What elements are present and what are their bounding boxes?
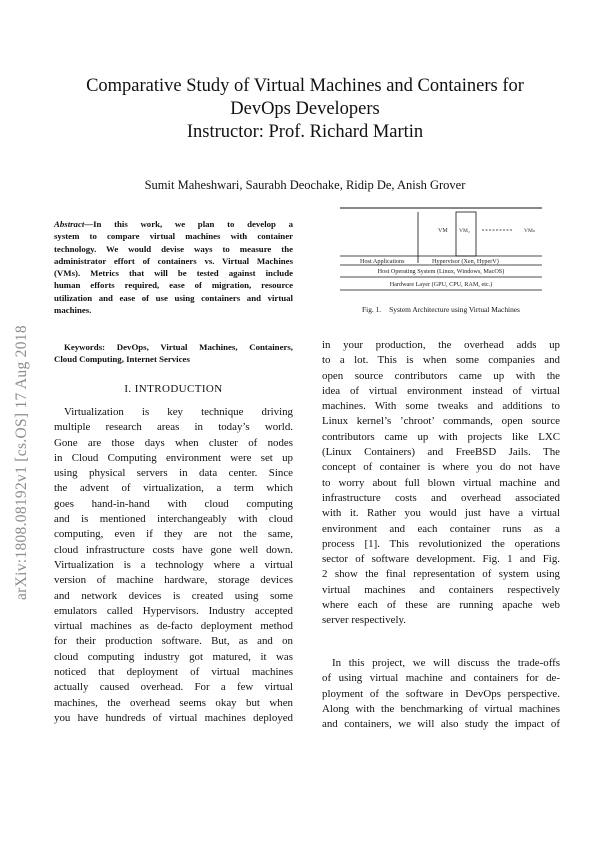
- text-line: 2 show the final representation of system using: [322, 568, 560, 581]
- text-line: in Cloud Computing environment were set up: [54, 451, 293, 464]
- section-heading-introduction: I. INTRODUCTION: [124, 383, 223, 395]
- text-line: using physical servers in data center. Since: [54, 467, 293, 480]
- text-line: for their production software. But, as and on: [54, 635, 293, 648]
- figure-caption-label: Fig. 1.: [362, 305, 382, 314]
- text-line: (Linux Containers) and FreeBSD Jails. The: [322, 446, 560, 459]
- keywords: [54, 341, 293, 366]
- text-line: Along with the benchmarking of virtual machines: [322, 702, 560, 715]
- text-line: and containers, we will also study the impact of: [322, 718, 560, 731]
- figure-caption-text: System Architecture using Virtual Machines: [389, 305, 520, 314]
- figure-vm-architecture: [322, 206, 560, 296]
- text-line: version of machine hardware, storage devices: [54, 574, 293, 587]
- vmn-label: VMₙ: [524, 228, 536, 234]
- text-line: cloud infrastructure costs have gone well down.: [54, 543, 293, 556]
- author-list: Sumit Maheshwari, Saurabh Deochake, Ridip De, Anish Grover: [144, 178, 466, 192]
- text-line: open source contributors came up with the: [322, 369, 560, 382]
- text-line: machines. With some tweaks and additions to: [322, 400, 560, 413]
- figure-caption: [322, 305, 560, 314]
- text-line: you have hundreds of virtual machines deployed: [54, 711, 293, 724]
- text-line: Gone are those days when cluster of nodes: [54, 436, 293, 449]
- vm2-box: [456, 212, 476, 256]
- text-line: Virtualization is key technique driving: [64, 406, 293, 418]
- abstract-line: utilization and ease of use using containers and virtual: [54, 292, 293, 303]
- text-line: sector of software development. Fig. 1 and Fig.: [322, 553, 560, 566]
- host-os-label: Host Operating System (Linux, Windows, MacOS): [377, 268, 505, 275]
- text-line: goes hand-in-hand with cloud computing: [54, 497, 293, 510]
- abstract-line: (VMs). Metrics that will be tested against include: [54, 268, 293, 279]
- title-line-1: Comparative Study of Virtual Machines and Containers for: [86, 76, 524, 96]
- text-line: cloud computing industry got matured, it was: [54, 650, 293, 663]
- vm1-label: VM: [438, 228, 448, 234]
- abstract: [54, 218, 293, 316]
- text-line: machines, the overhead seems okay but when: [54, 696, 293, 709]
- text-line: in your production, the overhead adds up: [322, 339, 560, 351]
- text-line: virtual machines as de-facto deployment method: [54, 620, 293, 633]
- introduction-paragraph-continued: [322, 338, 560, 629]
- keywords-line: Cloud Computing, Internet Services: [54, 354, 190, 365]
- text-line: the advent of virtualization, a term which: [54, 482, 293, 495]
- text-line: ployment of the software in DevOps perspective.: [322, 687, 560, 700]
- text-line: infrastructure costs and overhead associated: [322, 491, 560, 504]
- text-line: computing, even if they are not the same,: [54, 528, 293, 541]
- text-line: Linux kernel’s ’chroot’ commands, open source: [322, 415, 560, 428]
- abstract-line: system to compare virtual machines with container: [54, 231, 293, 242]
- text-line: of using virtual machine and containers for de-: [322, 672, 560, 685]
- keywords-line: Keywords: DevOps, Virtual Machines, Containers,: [64, 342, 293, 352]
- arxiv-identifier: arXiv:1808.08192v1 [cs.OS] 17 Aug 2018: [13, 325, 30, 600]
- abstract-lead: Abstract: [54, 219, 85, 229]
- abstract-line: human efforts required, ease of migration, resource: [54, 280, 293, 291]
- text-line: contributors came up with projects like LXC: [322, 430, 560, 443]
- introduction-paragraph: [54, 405, 293, 726]
- abstract-first-line: [54, 218, 293, 230]
- vm2-label: VM₂: [459, 228, 470, 234]
- text-line: and network devices is created using some: [54, 589, 293, 602]
- text-line: multiple research areas in today’s world.: [54, 421, 293, 434]
- text-line: noticed that deployment of virtual machines: [54, 666, 293, 679]
- text-line: In this project, we will discuss the trade-offs: [332, 657, 560, 669]
- text-line: to worry about full blown virtual machine and: [322, 476, 560, 489]
- abstract-line: administrator effort of containers vs. Virtual Machines: [54, 255, 293, 266]
- text-line: to a lot. This is when some companies and: [322, 354, 560, 367]
- text-line: with it. Rather you would just have a virtual: [322, 507, 560, 520]
- hypervisor-label: Hypervisor (Xen, HyperV): [432, 258, 499, 265]
- host-apps-label: Host Applications: [360, 258, 405, 265]
- text-line: actually caused overhead. For a few virtual: [54, 681, 293, 694]
- vm-architecture-diagram: [322, 206, 560, 296]
- text-line: concept of container is where you do not have: [322, 461, 560, 474]
- abstract-line: machines.: [54, 305, 92, 316]
- project-paragraph: [322, 656, 560, 732]
- text-line: Virtualization is a technology where a virtual: [54, 558, 293, 571]
- abstract-line: technology. We would devise ways to measure the: [54, 243, 293, 254]
- text-line: virtual machines and containers respectively: [322, 583, 560, 596]
- text-line: emulators called Hypervisors. Industry accepted: [54, 604, 293, 617]
- text-line: process [1]. This revolutionized the operations: [322, 537, 560, 550]
- paper-title: [40, 75, 570, 144]
- text-line: and is mentioned interchangeably with cloud: [54, 513, 293, 526]
- text-line: environment and each container runs as a: [322, 522, 560, 535]
- title-line-2: DevOps Developers: [230, 99, 380, 119]
- hardware-label: Hardware Layer (GPU, CPU, RAM, etc.): [389, 281, 493, 288]
- text-line: server respectively.: [322, 614, 406, 627]
- title-line-3: Instructor: Prof. Richard Martin: [186, 122, 424, 142]
- text-line: idea of virtual environment instead of virtual: [322, 384, 560, 397]
- abstract-line: —In this work, we plan to develop a: [84, 219, 293, 229]
- text-line: where each of these are running apache web: [322, 599, 560, 612]
